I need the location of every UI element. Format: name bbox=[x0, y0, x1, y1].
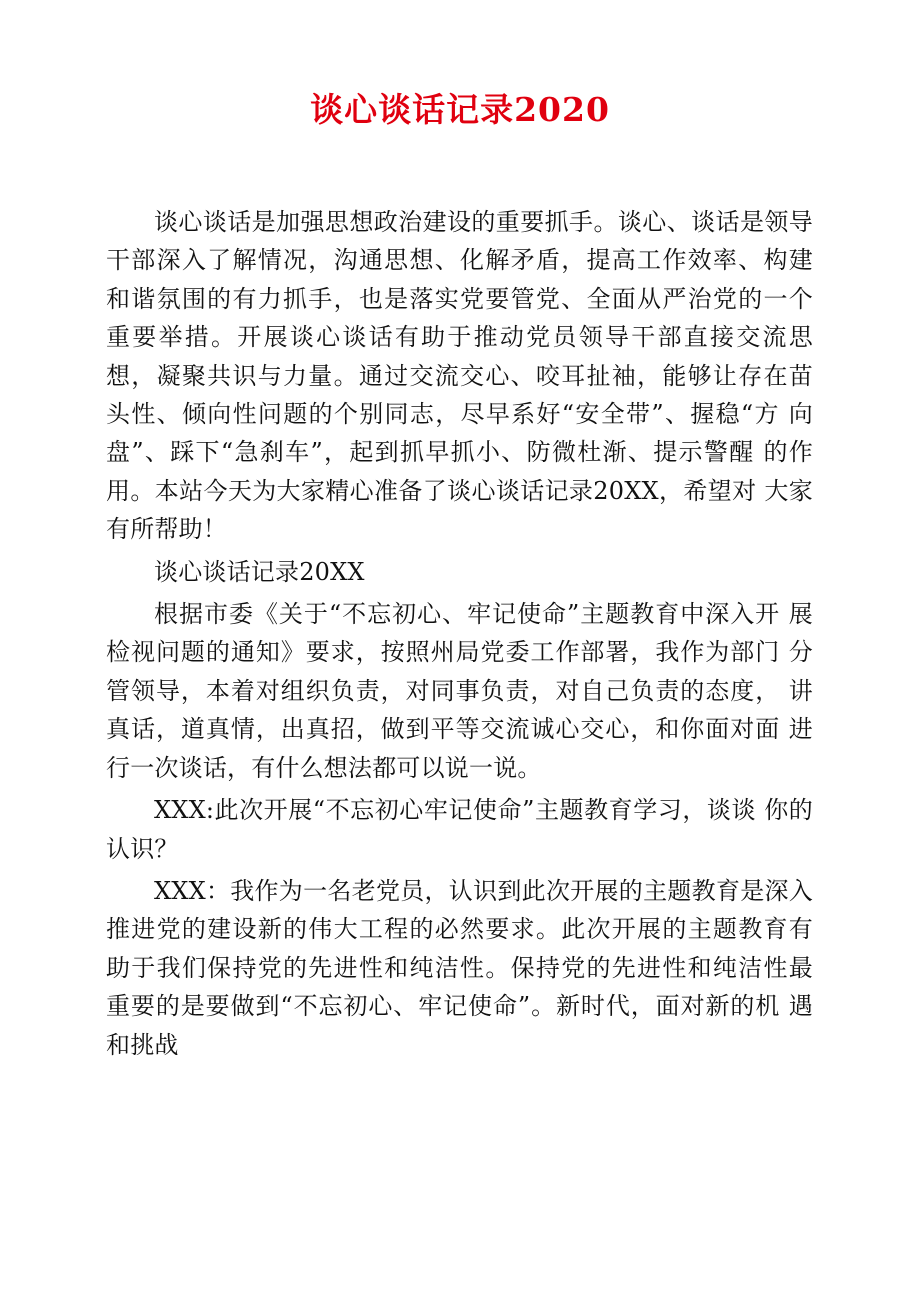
paragraph-question: XXX:此次开展“不忘初心牢记使命”主题教育学习，谈谈 你的认识？ bbox=[106, 796, 813, 863]
document-title: 谈心谈话记录2020 bbox=[310, 90, 610, 129]
paragraph-notice: 根据市委《关于“不忘初心、牢记使命”主题教育中深入开 展检视问题的通知》要求，按照州局党委工作部署，我作为部门 分管领导，本着对组织负责，对同事负责，对自己负责的态度， 讲真话，道真情，出真招，做到平等交流诚心交心，和你面对面 进行一次谈话，有什么想法都可以说一说。 bbox=[106, 600, 813, 782]
paragraph-answer: XXX：我作为一名老党员，认识到此次开展的主题教育是深入 推进党的建设新的伟大工程的必然要求。此次开展的主题教育有 助于我们保持党的先进性和纯洁性。保持党的先进性和纯洁性最 重要的是要做到“不忘初心、牢记使命”。新时代，面对新的机 遇和挑战 bbox=[106, 876, 813, 1059]
paragraph-heading: 谈心谈话记录20XX bbox=[154, 557, 365, 586]
paragraph-intro: 谈心谈话是加强思想政治建设的重要抓手。谈心、谈话是领导干部深入了解情况，沟通思想、化解矛盾，提高工作效率、构建 和谐氛围的有力抓手，也是落实党要管党、全面从严治党的一个 重要举措。开展谈心谈话有助于推动党员领导干部直接交流思 想，凝聚共识与力量。通过交流交心、咬耳扯袖，能够让存在苗 头性、倾向性问题的个别同志，尽早系好“安全带”、握稳“方 向盘”、踩下“急刹车”，起到抓早抓小、防微杜渐、提示警醒 的作用。本站今天为大家精心准备了谈心谈话记录20XX，希望对 大家有所帮助！ bbox=[106, 208, 813, 544]
document-body bbox=[106, 203, 813, 1064]
